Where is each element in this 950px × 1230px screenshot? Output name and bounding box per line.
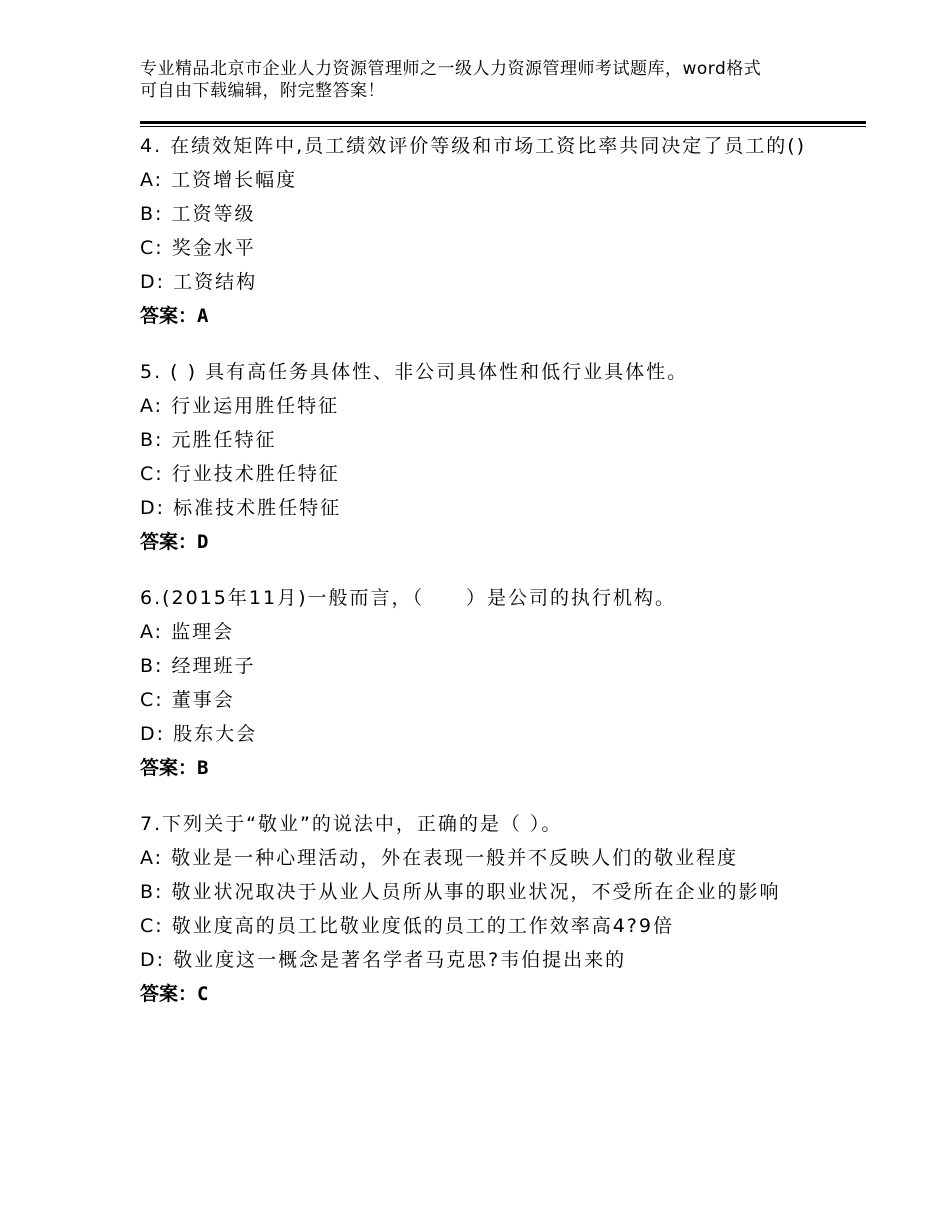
- option-c: C: 敬业度高的员工比敬业度低的员工的工作效率高4?9倍: [140, 915, 674, 937]
- option-a: A: 工资增长幅度: [140, 169, 298, 191]
- header-divider-thick: [140, 121, 866, 124]
- option-d: D: 工资结构: [140, 271, 258, 293]
- answer-label: 答案：: [140, 305, 198, 327]
- option-a: A: 行业运用胜任特征: [140, 395, 340, 417]
- question-text: 4. 在绩效矩阵中,员工绩效评价等级和市场工资比率共同决定了员工的(): [140, 135, 807, 157]
- option-b: B: 敬业状况取决于从业人员所从事的职业状况，不受所在企业的影响: [140, 881, 781, 903]
- answer-value: C: [197, 983, 209, 1005]
- answer-label: 答案：: [140, 531, 198, 553]
- option-d: D: 标准技术胜任特征: [140, 497, 342, 519]
- option-b: B: 经理班子: [140, 655, 256, 677]
- option-b: B: 元胜任特征: [140, 429, 277, 451]
- answer-value: B: [197, 757, 209, 779]
- question-text: 6.(2015年11月)一般而言，（ ）是公司的执行机构。: [140, 587, 676, 609]
- option-c: C: 董事会: [140, 689, 235, 711]
- question-4: [140, 129, 820, 333]
- answer-value: D: [197, 531, 209, 553]
- question-text: 5. ( ) 具有高任务具体性、非公司具体性和低行业具体性。: [140, 361, 689, 383]
- question-list: [140, 129, 820, 1033]
- answer-line: [140, 525, 820, 559]
- header-divider-thin: [140, 126, 866, 127]
- option-a: A: 监理会: [140, 621, 235, 643]
- option-b: B: 工资等级: [140, 203, 256, 225]
- answer-line: [140, 977, 820, 1011]
- header-line-1: 专业精品北京市企业人力资源管理师之一级人力资源管理师考试题库，word格式: [140, 59, 762, 79]
- question-6: [140, 581, 820, 785]
- question-5: [140, 355, 820, 559]
- answer-line: [140, 751, 820, 785]
- answer-value: A: [197, 305, 209, 327]
- question-text: 7.下列关于“敬业”的说法中，正确的是（ ）。: [140, 813, 563, 835]
- option-d: D: 股东大会: [140, 723, 258, 745]
- option-a: A: 敬业是一种心理活动，外在表现一般并不反映人们的敬业程度: [140, 847, 739, 869]
- document-header: [140, 58, 820, 102]
- answer-label: 答案：: [140, 757, 198, 779]
- question-7: [140, 807, 820, 1011]
- option-c: C: 奖金水平: [140, 237, 256, 259]
- header-line-2: 可自由下载编辑，附完整答案！: [140, 81, 385, 101]
- option-d: D: 敬业度这一概念是著名学者马克思?韦伯提出来的: [140, 949, 627, 971]
- answer-line: [140, 299, 820, 333]
- option-c: C: 行业技术胜任特征: [140, 463, 340, 485]
- answer-label: 答案：: [140, 983, 198, 1005]
